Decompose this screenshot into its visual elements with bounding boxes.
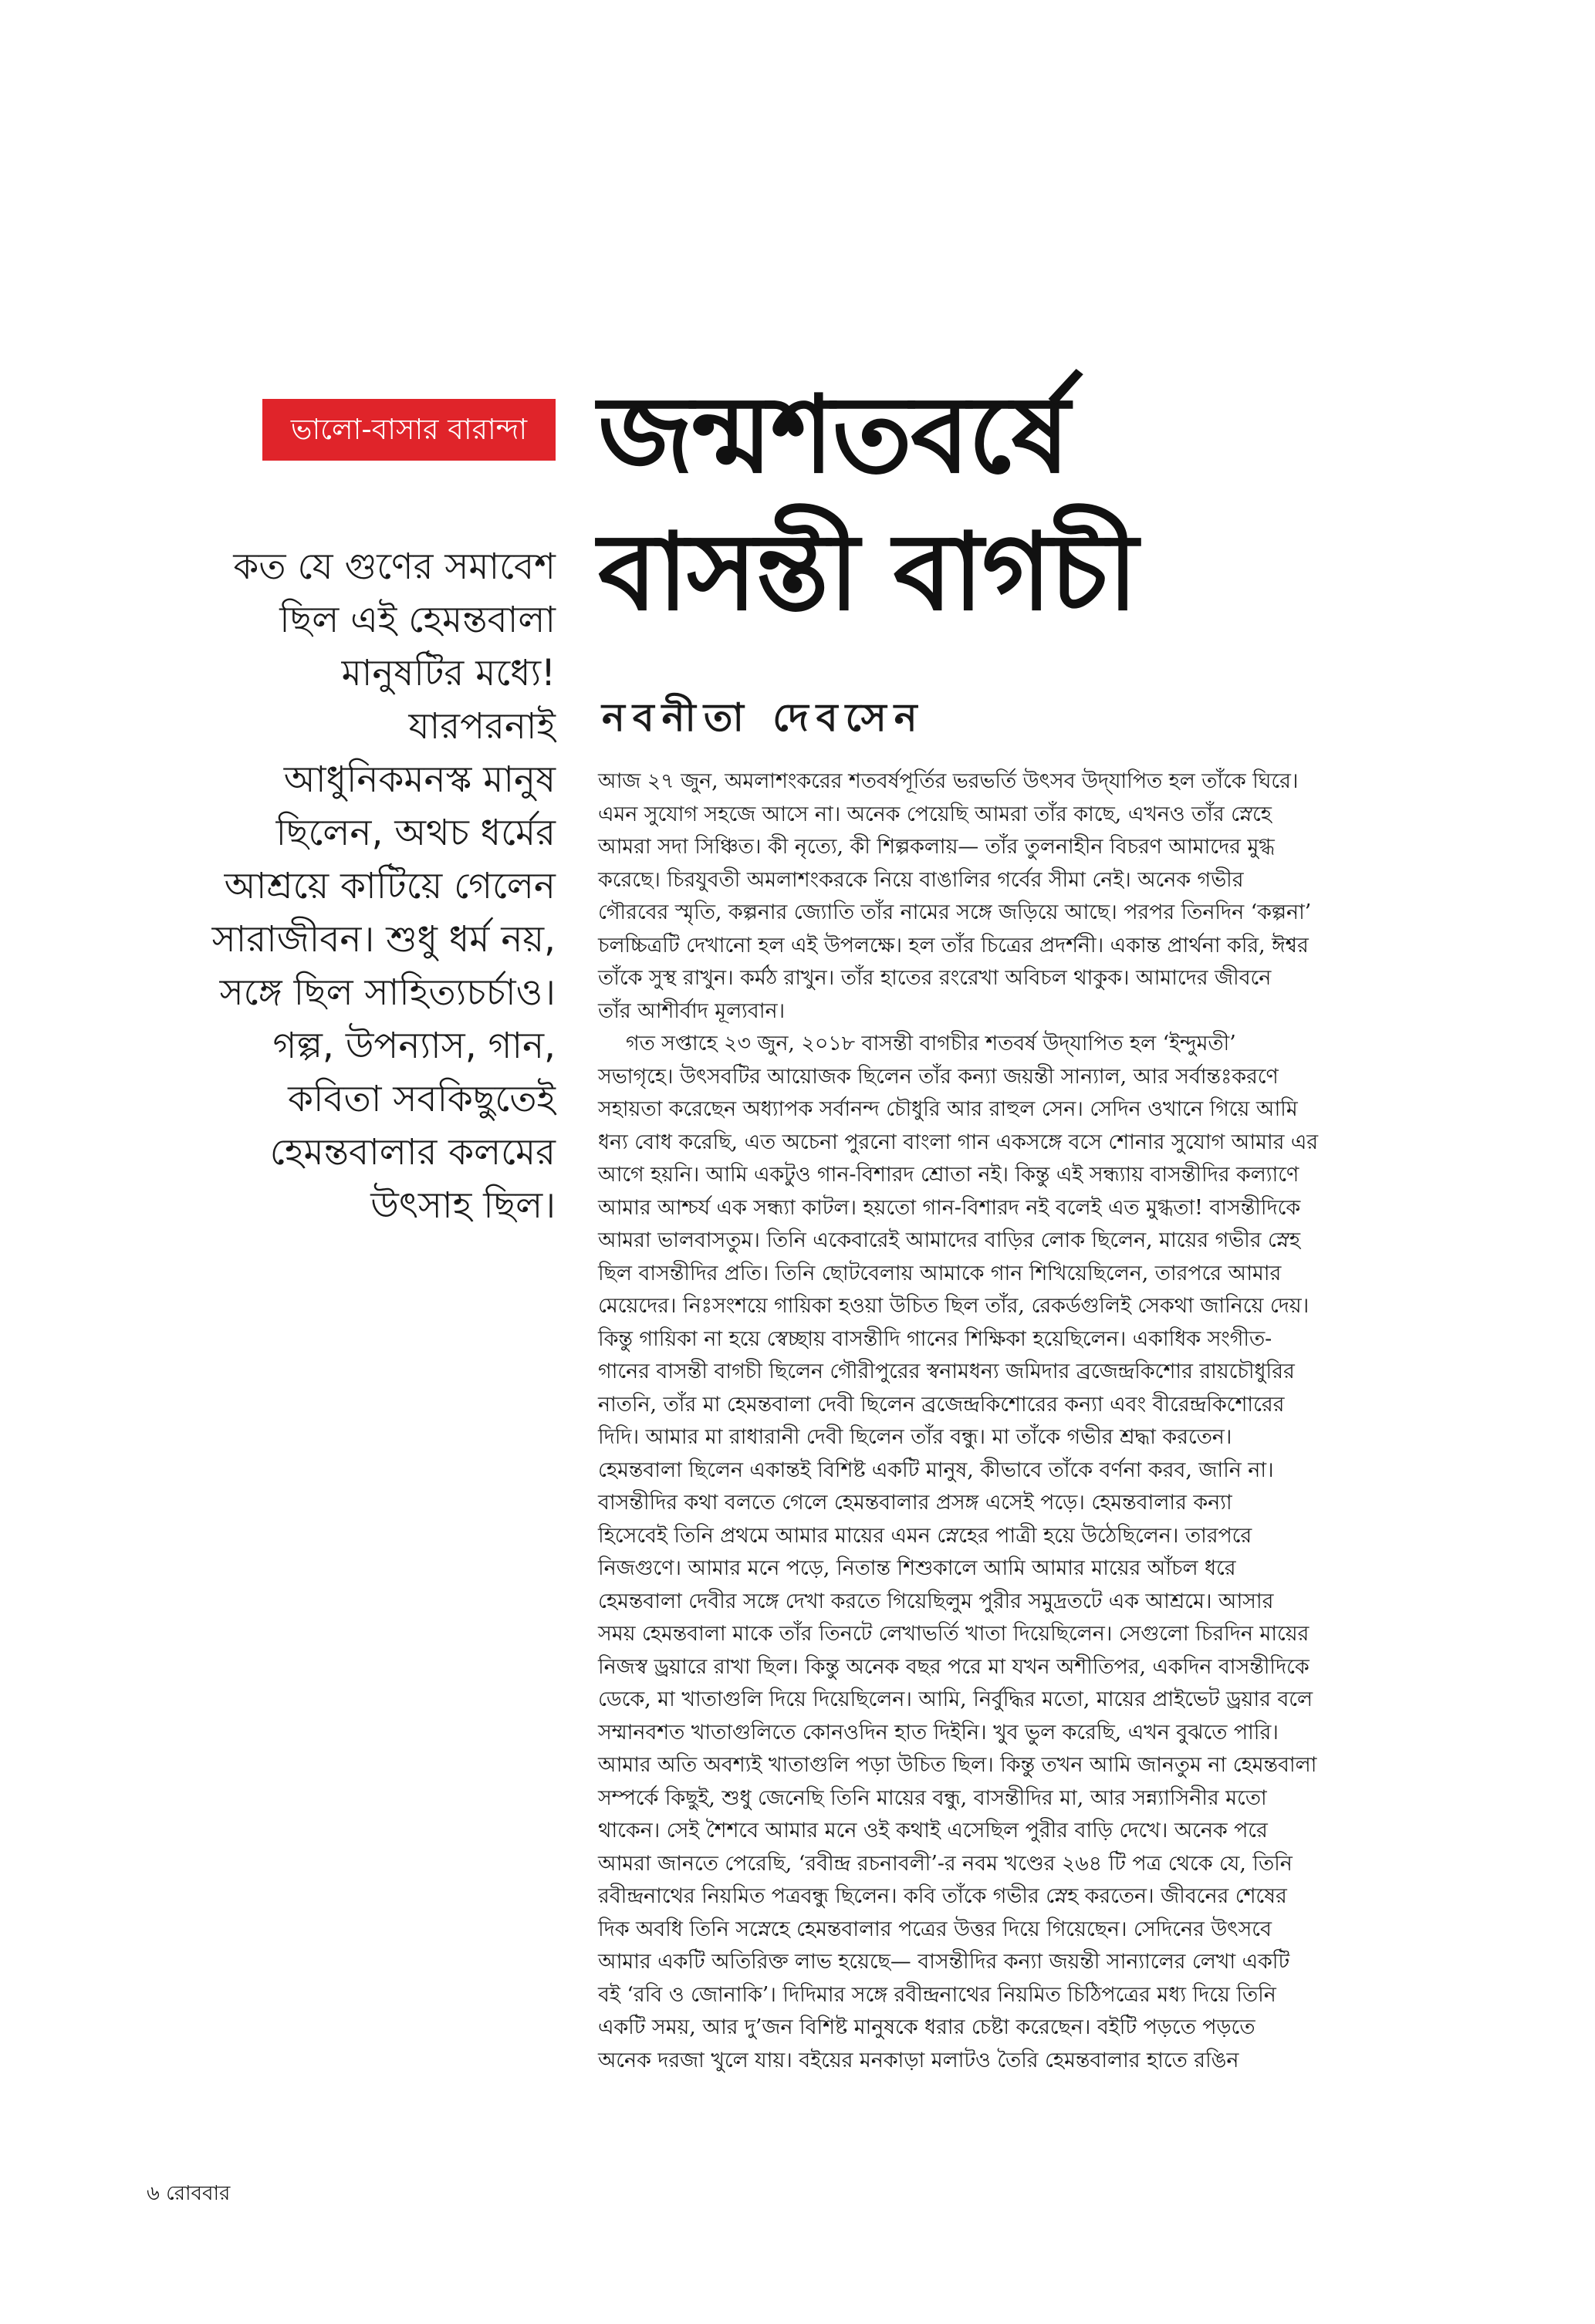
body-line: একটি সময়, আর দু’জন বিশিষ্ট মানুষকে ধরার চেষ্টা করেছেন। বইটি পড়তে পড়তে bbox=[598, 2015, 1255, 2039]
body-line: কিন্তু গায়িকা না হয়ে স্বেচ্ছায় বাসন্তীদি গানের শিক্ষিকা হয়েছিলেন। একাধিক সংগীত- bbox=[598, 1326, 1272, 1351]
body-line: আমরা জানতে পেরেছি, ‘রবীন্দ্র রচনাবলী’-র নবম খণ্ডের ২৬৪ টি পত্র থেকে যে, তিনি bbox=[598, 1851, 1293, 1876]
body-line: মেয়েদের। নিঃসংশয়ে গায়িকা হওয়া উচিত ছিল তাঁর, রেকর্ডগুলিই সেকথা জানিয়ে দেয়। bbox=[598, 1294, 1309, 1318]
body-line: নিজগুণে। আমার মনে পড়ে, নিতান্ত শিশুকালে আমি আমার মায়ের আঁচল ধরে bbox=[598, 1556, 1236, 1580]
pull-quote-line: সঙ্গে ছিল সাহিত্যচর্চাও। bbox=[219, 971, 556, 1014]
pull-quote-line: ছিলেন, অথচ ধর্মের bbox=[275, 812, 556, 854]
page-footer: ৬ রোববার bbox=[147, 2182, 231, 2205]
body-line: হেমন্তবালা ছিলেন একান্তই বিশিষ্ট একটি মানুষ, কীভাবে তাঁকে বর্ণনা করব, জানি না। bbox=[598, 1458, 1274, 1482]
body-line: আজ ২৭ জুন, অমলাশংকরের শতবর্ষপূর্তির ভরভর্তি উৎসব উদ্‌যাপিত হল তাঁকে ঘিরে। bbox=[598, 769, 1299, 793]
body-line: তাঁর আশীর্বাদ মূল্যবান। bbox=[598, 998, 786, 1023]
body-line: চলচ্চিত্রটি দেখানো হল এই উপলক্ষে। হল তাঁর চিত্রের প্রদর্শনী। একান্ত প্রার্থনা করি, ঈশ্বর bbox=[598, 933, 1309, 958]
body-line: সম্মানবশত খাতাগুলিতে কোনওদিন হাত দিইনি। খুব ভুল করেছি, এখন বুঝতে পারি। bbox=[598, 1720, 1279, 1745]
body-line: তাঁকে সুস্থ রাখুন। কর্মঠ রাখুন। তাঁর হাতের রংরেখা অবিচল থাকুক। আমাদের জীবনে bbox=[598, 966, 1272, 990]
pull-quote-line: গল্প, উপন্যাস, গান, bbox=[272, 1025, 556, 1067]
body-line: হিসেবেই তিনি প্রথমে আমার মায়ের এমন স্নেহের পাত্রী হয়ে উঠেছিলেন। তারপরে bbox=[598, 1523, 1252, 1548]
pull-quote-line: উৎসাহ ছিল। bbox=[370, 1184, 556, 1227]
pull-quote-line: আশ্রয়ে কাটিয়ে গেলেন bbox=[224, 865, 556, 907]
pull-quote-line: সারাজীবন। শুধু ধর্ম নয়, bbox=[211, 918, 556, 961]
headline bbox=[598, 367, 1370, 641]
body-line: হেমন্তবালা দেবীর সঙ্গে দেখা করতে গিয়েছিলুম পুরীর সমুদ্রতটে এক আশ্রমে। আসার bbox=[598, 1589, 1274, 1613]
body-line: আমরা সদা সিঞ্চিত। কী নৃত্যে, কী শিল্পকলায়— তাঁর তুলনাহীন বিচরণ আমাদের মুগ্ধ bbox=[598, 835, 1275, 859]
body-line: সময় হেমন্তবালা মাকে তাঁর তিনটে লেখাভর্তি খাতা দিয়েছিলেন। সেগুলো চিরদিন মায়ের bbox=[598, 1622, 1309, 1646]
author-byline: নবনীতা দেবসেন bbox=[602, 695, 925, 740]
body-line: আমার অতি অবশ্যই খাতাগুলি পড়া উচিত ছিল। কিন্তু তখন আমি জানতুম না হেমন্তবালা bbox=[598, 1753, 1317, 1777]
article-body bbox=[598, 765, 1451, 2077]
body-line: অনেক দরজা খুলে যায়। বইয়ের মনকাড়া মলাটও তৈরি হেমন্তবালার হাতে রঙিন bbox=[598, 2048, 1239, 2072]
body-line: দিক অবধি তিনি সস্নেহে হেমন্তবালার পত্রের উত্তর দিয়ে গিয়েছেন। সেদিনের উৎসবে bbox=[598, 1917, 1272, 1941]
pull-quote-line: মানুষটির মধ্যে! bbox=[341, 652, 556, 694]
section-tag: ভালো-বাসার বারান্দা bbox=[262, 399, 556, 461]
body-line: নাতনি, তাঁর মা হেমন্তবালা দেবী ছিলেন ব্রজেন্দ্রকিশোরের কন্যা এবং বীরেন্দ্রকিশোরের bbox=[598, 1392, 1285, 1417]
body-line: সহায়তা করেছেন অধ্যাপক সর্বানন্দ চৌধুরি আর রাহুল সেন। সেদিন ওখানে গিয়ে আমি bbox=[598, 1097, 1298, 1121]
pull-quote-line: ছিল এই হেমন্তবালা bbox=[279, 599, 556, 641]
body-line: আগে হয়নি। আমি একটুও গান-বিশারদ শ্রোতা নই। কিন্তু এই সন্ধ্যায় বাসন্তীদির কল্যাণে bbox=[598, 1163, 1299, 1187]
body-line: এমন সুযোগ সহজে আসে না। অনেক পেয়েছি আমরা তাঁর কাছে, এখনও তাঁর স্নেহে bbox=[598, 802, 1272, 826]
body-line: গত সপ্তাহে ২৩ জুন, ২০১৮ বাসন্তী বাগচীর শতবর্ষ উদ্‌যাপিত হল ‘ইন্দুমতী’ bbox=[626, 1032, 1236, 1056]
body-line: সম্পর্কে কিছুই, শুধু জেনেছি তিনি মায়ের বন্ধু, বাসন্তীদির মা, আর সন্ন্যাসিনীর মতো bbox=[598, 1785, 1267, 1810]
pull-quote-line: কবিতা সবকিছুতেই bbox=[288, 1078, 556, 1120]
body-line: গানের বাসন্তী বাগচী ছিলেন গৌরীপুরের স্বনামধন্য জমিদার ব্রজেন্দ্রকিশোর রায়চৌধুরির bbox=[598, 1360, 1295, 1383]
body-line: আমার একটি অতিরিক্ত লাভ হয়েছে— বাসন্তীদির কন্যা জয়ন্তী সান্যালের লেখা একটি bbox=[598, 1950, 1290, 1974]
pull-quote-line: হেমন্তবালার কলমের bbox=[269, 1131, 556, 1174]
body-line: গৌরবের স্মৃতি, কল্পনার জ্যোতি তাঁর নামের সঙ্গে জড়িয়ে আছে। পরপর তিনদিন ‘কল্পনা’ bbox=[598, 900, 1312, 924]
pull-quote-line: যারপরনাই bbox=[408, 705, 556, 748]
body-line: বাসন্তীদির কথা বলতে গেলে হেমন্তবালার প্রসঙ্গ এসেই পড়ে। হেমন্তবালার কন্যা bbox=[598, 1491, 1232, 1515]
pull-quote-line: আধুনিকমনস্ক মানুষ bbox=[283, 758, 556, 801]
body-line: আমার আশ্চর্য এক সন্ধ্যা কাটল। হয়তো গান-বিশারদ নই বলেই এত মুগ্ধতা! বাসন্তীদিকে bbox=[598, 1195, 1301, 1220]
body-line: দিদি। আমার মা রাধারানী দেবী ছিলেন তাঁর বন্ধু। মা তাঁকে গভীর শ্রদ্ধা করতেন। bbox=[598, 1425, 1232, 1449]
body-line: ডেকে, মা খাতাগুলি দিয়ে দিয়েছিলেন। আমি, নির্বুদ্ধির মতো, মায়ের প্রাইভেট ড্রয়ার বলে bbox=[598, 1687, 1313, 1711]
pull-quote bbox=[147, 540, 556, 1232]
body-line: বই ‘রবি ও জোনাকি’। দিদিমার সঙ্গে রবীন্দ্রনাথের নিয়মিত চিঠিপত্রের মধ্য দিয়ে তিনি bbox=[598, 1982, 1276, 2007]
body-line: থাকেন। সেই শৈশবে আমার মনে ওই কথাই এসেছিল পুরীর বাড়ি দেখে। অনেক পরে bbox=[598, 1819, 1268, 1843]
body-line: রবীন্দ্রনাথের নিয়মিত পত্রবন্ধু ছিলেন। কবি তাঁকে গভীর স্নেহ করতেন। জীবনের শেষের bbox=[598, 1884, 1287, 1908]
body-line: ছিল বাসন্তীদির প্রতি। তিনি ছোটবেলায় আমাকে গান শিখিয়েছিলেন, তারপরে আমার bbox=[598, 1261, 1282, 1285]
body-line: নিজস্ব ড্রয়ারে রাখা ছিল। কিন্তু অনেক বছর পরে মা যখন অশীতিপর, একদিন বাসন্তীদিকে bbox=[598, 1654, 1309, 1679]
pull-quote-line: কত যে গুণের সমাবেশ bbox=[233, 546, 556, 588]
body-line: আমরা ভালবাসতুম। তিনি একেবারেই আমাদের বাড়ির লোক ছিলেন, মায়ের গভীর স্নেহ bbox=[598, 1228, 1300, 1252]
headline-line-2: বাসন্তী বাগচী bbox=[598, 510, 1137, 634]
body-line: করেছে। চিরযুবতী অমলাশংকরকে নিয়ে বাঙালির গর্বের সীমা নেই। অনেক গভীর bbox=[598, 867, 1244, 892]
body-line: সভাগৃহে। উৎসবটির আয়োজক ছিলেন তাঁর কন্যা জয়ন্তী সান্যাল, আর সর্বান্তঃকরণে bbox=[598, 1064, 1279, 1089]
body-line: ধন্য বোধ করেছি, এত অচেনা পুরনো বাংলা গান একসঙ্গে বসে শোনার সুযোগ আমার এর bbox=[598, 1130, 1318, 1154]
headline-line-1: জন্মশতবর্ষে bbox=[598, 373, 1069, 497]
